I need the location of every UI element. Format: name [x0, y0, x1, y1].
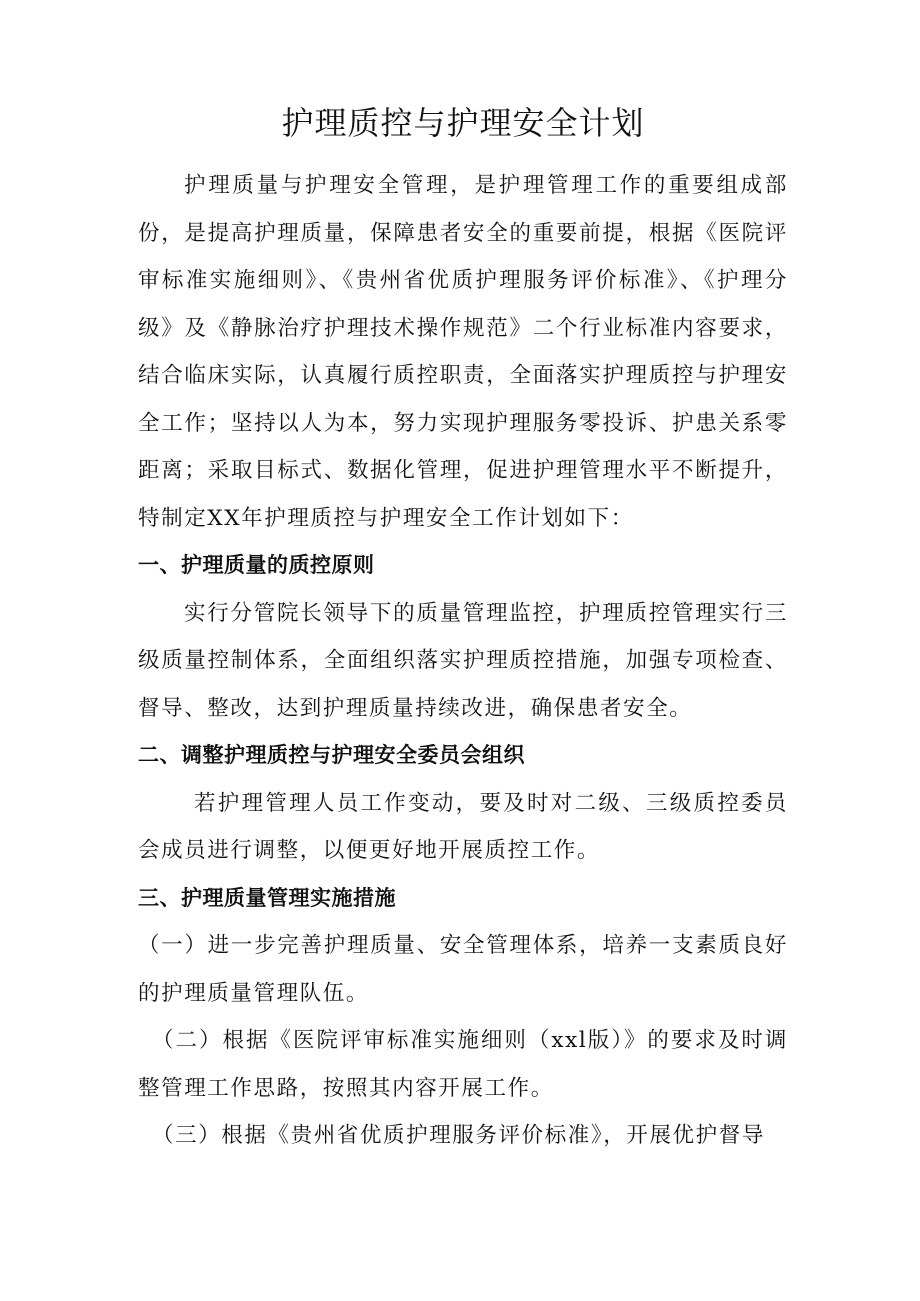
section-item-3: （三）根据《贵州省优质护理服务评价标准》，开展优护督导: [152, 1123, 765, 1148]
section-body-2: 若护理管理人员工作变动，要及时对二级、三级质控委员会成员进行调整，以便更好地开展质控工作。: [138, 790, 788, 863]
section-item-1: （一）进一步完善护理质量、安全管理体系，培养一支素质良好的护理质量管理队伍。: [138, 933, 788, 1006]
document-title: 护理质控与护理安全计划: [281, 104, 645, 142]
section-heading-2: 二、调整护理质控与护理安全委员会组织: [138, 743, 525, 767]
document-page: [138, 98, 788, 1160]
intro-paragraph: 护理质量与护理安全管理，是护理管理工作的重要组成部份，是提高护理质量，保障患者安全的重要前提，根据《医院评审标准实施细则》、《贵州省优质护理服务评价标准》、《护理分级》及《静脉治疗护理技术操作规范》二个行业标准内容要求，结合临床实际，认真履行质控职责，全面落实护理质控与护理安全工作；坚持以人为本，努力实现护理服务零投诉、护患关系零距离；采取目标式、数据化管理，促进护理管理水平不断提升，特制定XX年护理质控与护理安全工作计划如下：: [138, 173, 788, 531]
section-heading-1: 一、护理质量的质控原则: [138, 553, 375, 577]
section-body-1: 实行分管院长领导下的质量管理监控，护理质控管理实行三级质量控制体系，全面组织落实护理质控措施，加强专项检查、督导、整改，达到护理质量持续改进，确保患者安全。: [138, 600, 788, 721]
section-item-2: （二）根据《医院评审标准实施细则（xxl版）》的要求及时调整管理工作思路，按照其内容开展工作。: [138, 1028, 788, 1101]
section-heading-3: 三、护理质量管理实施措施: [138, 885, 396, 910]
